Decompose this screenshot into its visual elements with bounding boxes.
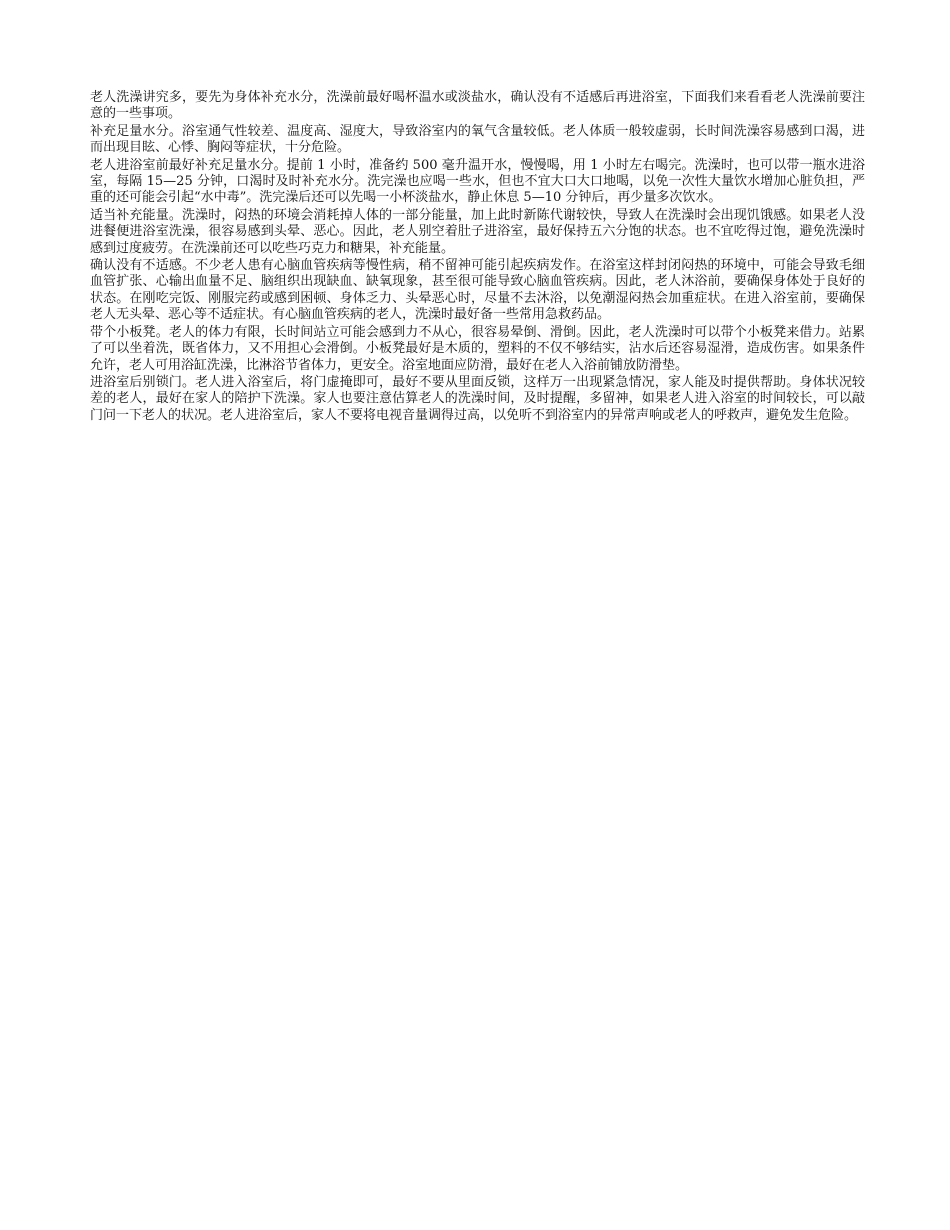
paragraph-comfort-check: 确认没有不适感。不少老人患有心脑血管疾病等慢性病，稍不留神可能引起疾病发作。在浴室这样封闭闷热的环境中，可能会导致毛细血管扩张、心输出血量不足、脑组织出现缺血、缺氧现象，甚至很可能导致心脑血管疾病。因此，老人沐浴前，要确保身体处于良好的状态。在刚吃完饭、刚服完药或感到困顿、身体乏力、头晕恶心时，尽量不去沐浴，以免潮湿闷热会加重症状。在进入浴室前，要确保老人无头晕、恶心等不适症状。有心脑血管疾病的老人，洗澡时最好备一些常用急救药品。 <box>90 258 865 323</box>
paragraph-door-lock: 进浴室后别锁门。老人进入浴室后，将门虚掩即可，最好不要从里面反锁，这样万一出现紧急情况，家人能及时提供帮助。身体状况较差的老人，最好在家人的陪护下洗澡。家人也要注意估算老人的洗澡时间，及时提醒，多留神，如果老人进入浴室的时间较长，可以敲门问一下老人的状况。老人进浴室后，家人不要将电视音量调得过高，以免听不到浴室内的异常声响或老人的呼救声，避免发生危险。 <box>90 374 865 423</box>
paragraph-stool: 带个小板凳。老人的体力有限，长时间站立可能会感到力不从心，很容易晕倒、滑倒。因此，老人洗澡时可以带个小板凳来借力。站累了可以坐着洗，既省体力，又不用担心会滑倒。小板凳最好是木质的，塑料的不仅不够结实，沾水后还容易湿滑，造成伤害。如果条件允许，老人可用浴缸洗澡，比淋浴节省体力，更安全。浴室地面应防滑，最好在老人入浴前铺放防滑垫。 <box>90 324 865 373</box>
document-body <box>90 90 865 424</box>
paragraph-hydration-detail: 老人进浴室前最好补充足量水分。提前 1 小时，准备约 500 毫升温开水，慢慢喝，用 1 小时左右喝完。洗澡时，也可以带一瓶水进浴室，每隔 15—25 分钟，口渴时及时补充水分。洗完澡也应喝一些水，但也不宜大口大口地喝，以免一次性大量饮水增加心脏负担，严重的还可能会引起“水中毒”。洗完澡后还可以先喝一小杯淡盐水，静止休息 5—10 分钟后，再少量多次饮水。 <box>90 157 865 206</box>
intro-paragraph: 老人洗澡讲究多，要先为身体补充水分，洗澡前最好喝杯温水或淡盐水，确认没有不适感后再进浴室，下面我们来看看老人洗澡前要注意的一些事项。 <box>90 90 865 122</box>
paragraph-hydration: 补充足量水分。浴室通气性较差、温度高、湿度大，导致浴室内的氧气含量较低。老人体质一般较虚弱，长时间洗澡容易感到口渴，进而出现目眩、心悸、胸闷等症状，十分危险。 <box>90 123 865 156</box>
paragraph-energy: 适当补充能量。洗澡时，闷热的环境会消耗掉人体的一部分能量，加上此时新陈代谢较快，导致人在洗澡时会出现饥饿感。如果老人没进餐便进浴室洗澡，很容易感到头晕、恶心。因此，老人别空着肚子进浴室，最好保持五六分饱的状态。也不宜吃得过饱，避免洗澡时感到过度疲劳。在洗澡前还可以吃些巧克力和糖果，补充能量。 <box>90 207 865 256</box>
